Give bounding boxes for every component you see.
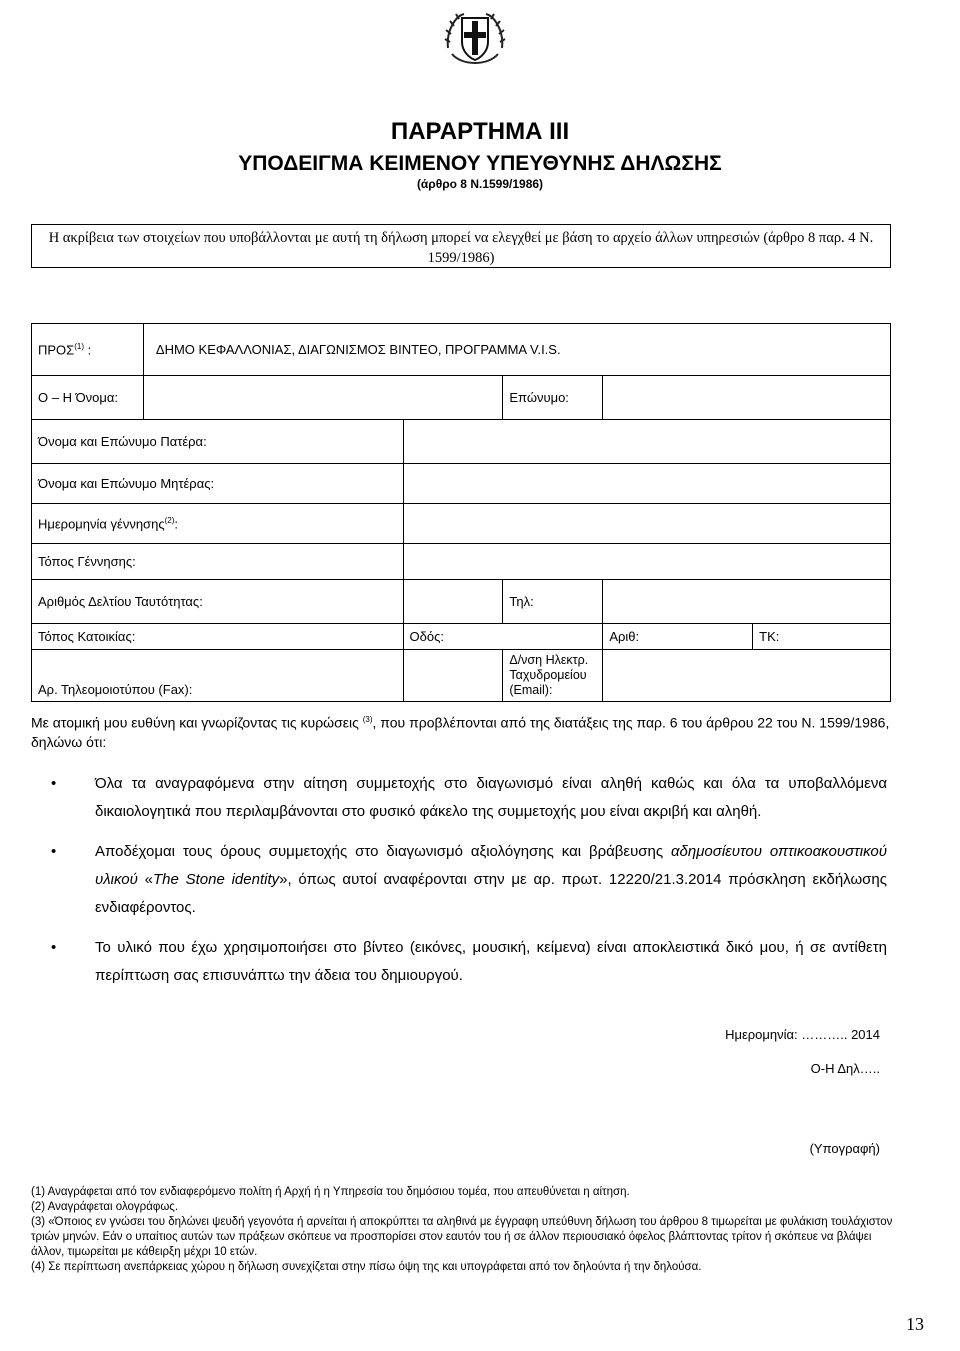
- birthdate-label: Ημερομηνία γέννησης: [38, 516, 165, 532]
- document-subtitle: ΥΠΟΔΕΙΓΜΑ ΚΕΙΜΕΝΟΥ ΥΠΕΥΘΥΝΗΣ ΔΗΛΩΣΗΣ: [238, 152, 722, 175]
- greek-coat-of-arms-icon: [442, 8, 508, 74]
- recipient-label-cell: [32, 324, 144, 376]
- surname-field[interactable]: [603, 376, 891, 420]
- recipient-label: ΠΡΟΣ: [38, 342, 75, 358]
- mother-name-label: Όνομα και Επώνυμο Μητέρας:: [32, 464, 404, 504]
- residence-label: Τόπος Κατοικίας:: [32, 624, 404, 650]
- footnote-3: (3) «Όποιος εν γνώσει του δηλώνει ψευδή γεγονότα ή αρνείται ή αποκρύπτει τα αληθινά με έγγραφη υπεύθυνη δήλωση του άρθρου 8 τιμωρείται με φυλάκιση τουλάχιστον τριών μηνών. Εάν ο υπαίτιος αυτών των πράξεων σκόπευε να προσπορίσει στον εαυτόν του ή σε άλλον περιουσιακό όφελος βλάπτοντας τρίτον ή σκόπευε να βλάψει άλλον, τιμωρείται με κάθειρξη μέχρι 10 ετών.: [31, 1216, 893, 1258]
- declaration-intro-text-cont: , που προβλέπονται από της διατάξεις της παρ. 6 του άρθρου 22 του Ν. 1599/1986, δηλώνω ότι:: [31, 714, 890, 750]
- declaration-form: [31, 323, 891, 702]
- declaration-item-text: Το υλικό που έχω χρησιμοποιήσει στο βίντεο (εικόνες, μουσική, κείμενα) είναι αποκλειστικά δικό μου, ή σε αντίθετη περίπτωση σας επισυνάπτω την άδεια του δημιουργού.: [95, 939, 887, 984]
- date-line: Ημερομηνία: ……….. 2014: [725, 1027, 880, 1042]
- bullet-icon: •: [51, 775, 57, 792]
- street-label: Οδός:: [403, 624, 603, 650]
- page-number: 13: [906, 1314, 924, 1334]
- footnote-ref-1: (1): [74, 341, 84, 351]
- footnote-ref-2: (2): [164, 515, 175, 525]
- birthplace-label: Τόπος Γέννησης:: [32, 544, 404, 580]
- declaration-item-text: «: [137, 871, 153, 888]
- fax-label: Αρ. Τηλεομοιοτύπου (Fax):: [32, 650, 404, 702]
- declaration-intro: [31, 710, 901, 752]
- document-title: ΠΑΡΑΡΤΗΜΑ ΙΙΙ: [390, 118, 570, 145]
- mother-name-field[interactable]: [403, 464, 890, 504]
- postcode-label: ΤΚ:: [753, 624, 891, 650]
- declaration-intro-text: Με ατομική μου ευθύνη και γνωρίζοντας τις κυρώσεις: [31, 714, 359, 731]
- footnote-1: (1) Αναγράφεται από τον ενδιαφερόμενο πολίτη ή Αρχή ή η Υπηρεσία του δημόσιου τομέα, που απευθύνεται η αίτηση.: [31, 1186, 630, 1198]
- law-reference: (άρθρο 8 Ν.1599/1986): [416, 177, 544, 191]
- declaration-item: [31, 770, 887, 826]
- accuracy-notice: Η ακρίβεια των στοιχείων που υποβάλλονται με αυτή τη δήλωση μπορεί να ελεγχθεί με βάση το αρχείο άλλων υπηρεσιών (άρθρο 8 παρ. 4 Ν. 1599/1986): [31, 224, 891, 268]
- signer-line: Ο-Η Δηλ…..: [810, 1061, 880, 1076]
- footnote-2: (2) Αναγράφεται ολογράφως.: [31, 1201, 179, 1213]
- bullet-icon: •: [51, 843, 57, 860]
- declaration-item-text: », όπως αυτοί αναφέρονται στην με αρ. πρωτ. 12220/21.3.2014 πρόσκληση εκδήλωσης ενδιαφέροντος.: [95, 871, 887, 916]
- id-number-field[interactable]: [403, 580, 503, 624]
- name-label: Ο – Η Όνομα:: [32, 376, 144, 420]
- declaration-item-text: Αποδέχομαι τους όρους συμμετοχής στο διαγωνισμό αξιολόγησης και βράβευσης: [95, 843, 671, 860]
- birthplace-field[interactable]: [403, 544, 890, 580]
- email-label-line-1: Δ/νση Ηλεκτρ.: [509, 653, 589, 667]
- father-name-field[interactable]: [403, 420, 890, 464]
- recipient-colon: :: [87, 342, 92, 358]
- email-label-line-2: Ταχυδρομείου: [509, 668, 587, 682]
- bullet-icon: •: [51, 939, 57, 956]
- footnotes: [31, 1185, 901, 1275]
- birthdate-field[interactable]: [403, 504, 890, 544]
- email-label-cell: [503, 650, 603, 702]
- footnote-ref-3: (3): [362, 715, 373, 724]
- birthdate-colon: :: [174, 516, 178, 532]
- father-name-label: Όνομα και Επώνυμο Πατέρα:: [32, 420, 404, 464]
- fax-field[interactable]: [403, 650, 503, 702]
- number-label: Αριθ:: [603, 624, 753, 650]
- footnote-4: (4) Σε περίπτωση ανεπάρκειας χώρου η δήλωση συνεχίζεται στην πίσω όψη της και υπογράφεται από τον δηλούντα ή την δηλούσα.: [31, 1261, 702, 1273]
- signature-label: (Υπογραφή): [809, 1141, 880, 1156]
- email-field[interactable]: [603, 650, 891, 702]
- declaration-list: [31, 770, 887, 1002]
- recipient-value: ΔΗΜΟ ΚΕΦΑΛΛΟΝΙΑΣ, ΔΙΑΓΩΝΙΣΜΟΣ ΒΙΝΤΕΟ, ΠΡΟΓΡΑΜΜΑ V.I.S.: [143, 324, 890, 376]
- email-label-line-3: (Email):: [509, 683, 553, 697]
- surname-label: Επώνυμο:: [503, 376, 603, 420]
- birthdate-label-cell: [32, 504, 404, 544]
- declaration-item-italic: The Stone identity: [153, 871, 280, 888]
- tel-field[interactable]: [603, 580, 891, 624]
- name-field[interactable]: [143, 376, 502, 420]
- tel-label: Τηλ:: [503, 580, 603, 624]
- declaration-item-italic: αδημοσίευτου οπτικοακουστικού υλικού: [95, 843, 887, 888]
- id-number-label: Αριθμός Δελτίου Ταυτότητας:: [32, 580, 404, 624]
- declaration-item: [31, 838, 887, 922]
- declaration-item-text: Όλα τα αναγραφόμενα στην αίτηση συμμετοχής στο διαγωνισμό είναι αληθή καθώς και όλα τα υποβαλλόμενα δικαιολογητικά που περιλαμβάνονται στο φυσικό φάκελο της συμμετοχής μου είναι ακριβή και αληθή.: [95, 775, 887, 820]
- declaration-item: [31, 934, 887, 990]
